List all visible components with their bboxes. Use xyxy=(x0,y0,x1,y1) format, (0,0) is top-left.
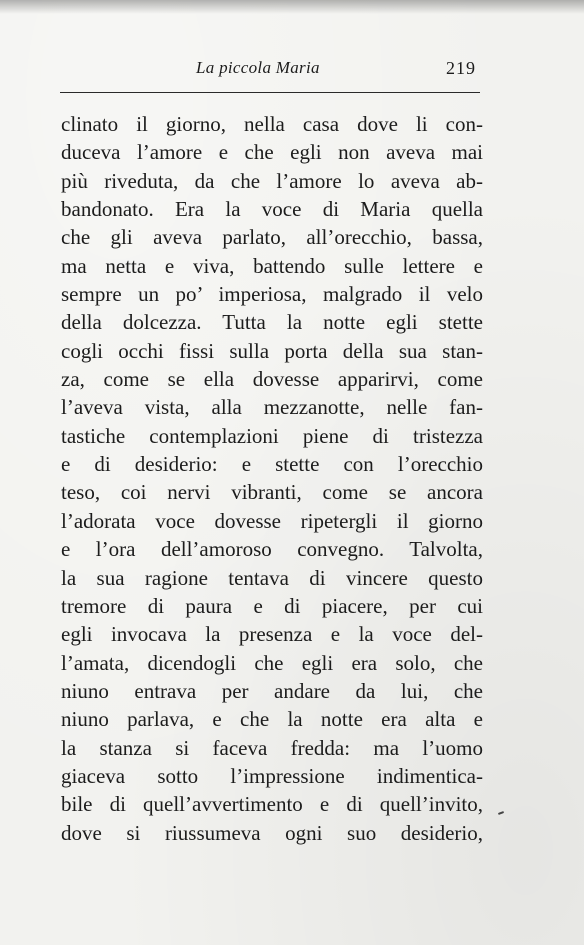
text-line: e di desiderio: e stette con l’orecchio xyxy=(61,452,483,477)
text-line: sempre un po’ imperiosa, malgrado il velo xyxy=(61,282,483,307)
text-line: l’adorata voce dovesse ripetergli il giorno xyxy=(61,508,483,533)
text-line: della dolcezza. Tutta la notte egli stette xyxy=(61,310,483,335)
text-line: che gli aveva parlato, all’orecchio, bassa, xyxy=(61,225,483,250)
text-line: tastiche contemplazioni piene di tristezza xyxy=(61,423,483,448)
text-line: l’aveva vista, alla mezzanotte, nelle fan- xyxy=(61,395,483,420)
body-text xyxy=(61,110,483,847)
text-line: giaceva sotto l’impressione indimentica- xyxy=(61,763,483,788)
text-line: egli invocava la presenza e la voce del- xyxy=(61,622,483,647)
text-line: più riveduta, da che l’amore lo aveva ab- xyxy=(61,168,483,193)
text-line: niuno parlava, e che la notte era alta e xyxy=(61,707,483,732)
page-number: 219 xyxy=(446,58,476,78)
text-line: bile di quell’avvertimento e di quell’invito, xyxy=(61,792,483,817)
text-line: e l’ora dell’amoroso convegno. Talvolta, xyxy=(61,537,483,562)
text-line: niuno entrava per andare da lui, che xyxy=(61,678,483,703)
text-line: cogli occhi fissi sulla porta della sua stan- xyxy=(61,338,483,363)
running-title: La piccola Maria xyxy=(196,58,320,77)
page-top-shadow xyxy=(0,0,584,14)
text-line: teso, coi nervi vibranti, come se ancora xyxy=(61,480,483,505)
text-line: la sua ragione tentava di vincere questo xyxy=(61,565,483,590)
text-line: clinato il giorno, nella casa dove li con- xyxy=(61,112,483,136)
text-line: la stanza si faceva fredda: ma l’uomo xyxy=(61,735,483,760)
text-line: l’amata, dicendogli che egli era solo, che xyxy=(61,650,483,675)
text-line: duceva l’amore e che egli non aveva mai xyxy=(61,140,483,165)
text-line: za, come se ella dovesse apparirvi, come xyxy=(61,367,483,392)
text-line: dove si riussumeva ogni suo desiderio, xyxy=(61,820,483,845)
text-line: ma netta e viva, battendo sulle lettere e xyxy=(61,253,483,278)
text-line: tremore di paura e di piacere, per cui xyxy=(61,593,483,618)
header-rule xyxy=(60,92,480,93)
text-line: bandonato. Era la voce di Maria quella xyxy=(61,197,483,222)
ink-speck xyxy=(498,811,504,815)
